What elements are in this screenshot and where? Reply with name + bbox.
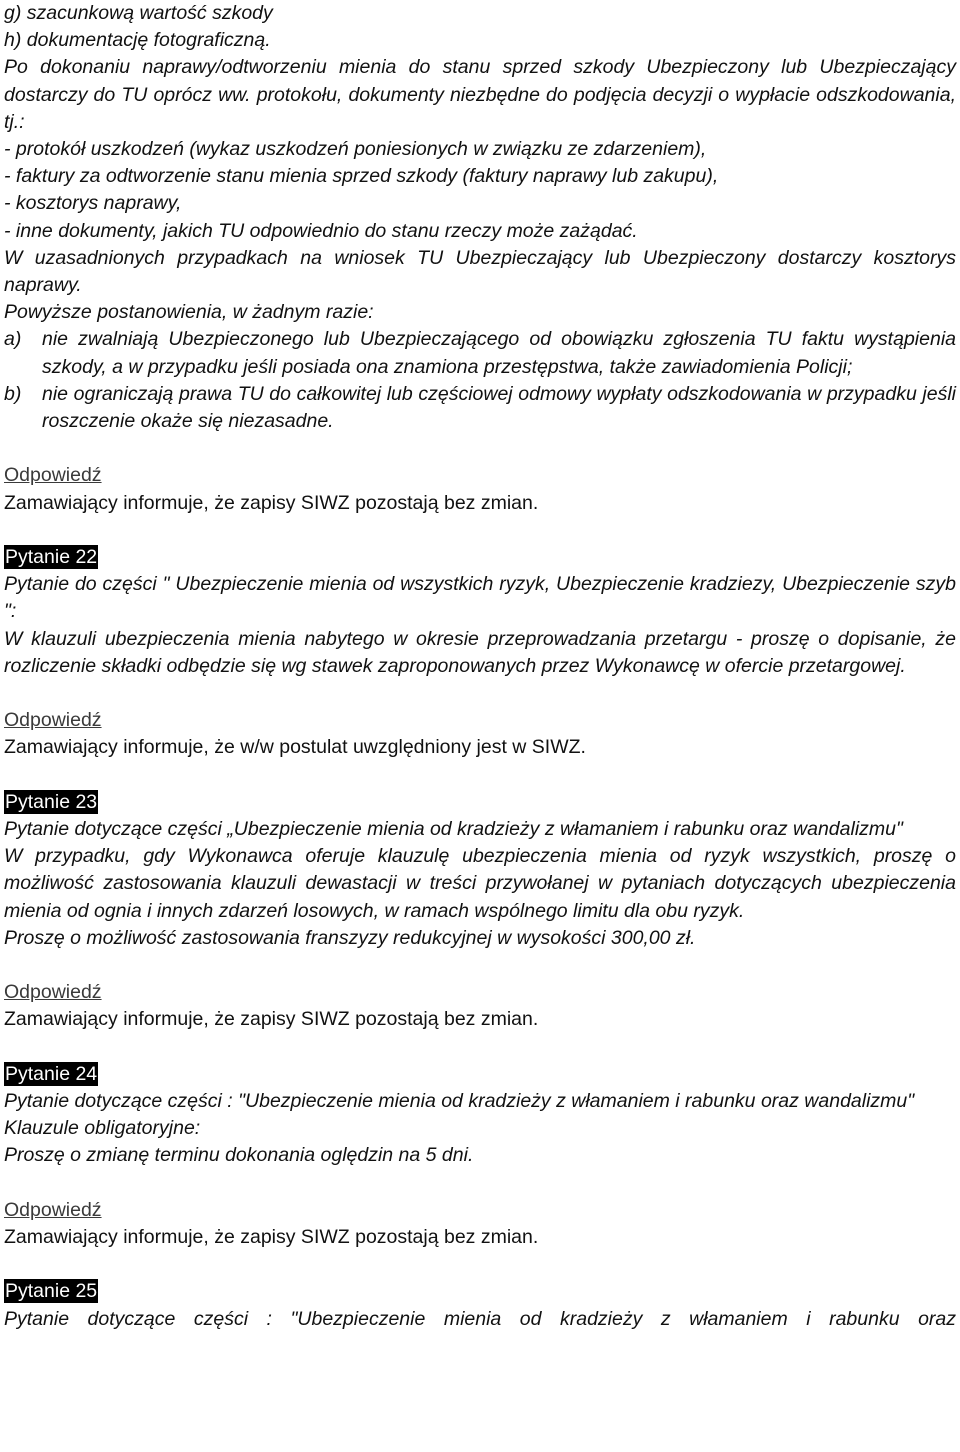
answer-heading-top: Odpowiedź	[4, 464, 102, 487]
question-25-label: Pytanie 25	[5, 1280, 98, 1303]
question-24-label: Pytanie 24	[5, 1062, 98, 1085]
provision-b-marker: b)	[4, 382, 22, 405]
provision-b	[4, 381, 956, 435]
dash-item-invoices: - faktury za odtworzenie stanu mienia sprzed szkody (faktury naprawy lub zakupu),	[4, 165, 719, 188]
question-24-body: Proszę o zmianę terminu dokonania oględzin na 5 dni.	[4, 1144, 474, 1167]
question-23-heading	[4, 789, 956, 816]
provision-a-marker: a)	[4, 328, 22, 351]
paragraph-justified-cases: W uzasadnionych przypadkach na wniosek TU Ubezpieczający lub Ubezpieczony dostarczy kosztorys naprawy.	[4, 246, 956, 297]
question-23-label: Pytanie 23	[5, 790, 98, 813]
question-25-heading	[4, 1278, 956, 1305]
question-24-part: Pytanie dotyczące części : "Ubezpieczenie mienia od kradzieży z włamaniem i rabunku oraz wandalizmu"	[4, 1090, 915, 1113]
list-item-h: h) dokumentację fotograficzną.	[4, 29, 271, 52]
question-22-heading	[4, 544, 956, 571]
provision-a	[4, 326, 956, 380]
question-22-body: W klauzuli ubezpieczenia mienia nabytego w okresie przeprowadzania przetargu - proszę o dopisanie, że rozliczenie składki odbędzie się wg stawek zaproponowanych przez Wykonawcę w ofercie przetargowej.	[4, 627, 956, 677]
answer-text-24: Zamawiający informuje, że zapisy SIWZ pozostają bez zmian.	[4, 1226, 539, 1249]
dash-item-other-docs: - inne dokumenty, jakich TU odpowiednio do stanu rzeczy może zażądać.	[4, 219, 638, 242]
document-page	[4, 0, 956, 1333]
question-22-label: Pytanie 22	[5, 546, 98, 569]
provision-a-text: nie zwalniają Ubezpieczonego lub Ubezpieczającego od obowiązku zgłoszenia TU faktu wystąpienia szkody, a w przypadku jeśli posiada ona znamiona przestępstwa, także zawiadomienia Policji;	[42, 328, 956, 378]
dash-item-estimate: - kosztorys naprawy,	[4, 192, 182, 215]
question-24-heading	[4, 1061, 956, 1088]
question-24-clauses: Klauzule obligatoryjne:	[4, 1117, 201, 1140]
answer-heading-24: Odpowiedź	[4, 1198, 102, 1221]
answer-heading-22: Odpowiedź	[4, 709, 102, 732]
answer-text-22: Zamawiający informuje, że w/w postulat uwzględniony jest w SIWZ.	[4, 736, 586, 759]
question-22-part: Pytanie do części " Ubezpieczenie mienia od wszystkich ryzyk, Ubezpieczenie kradziezy, Ubezpieczenie szyb ":	[4, 573, 956, 623]
question-23-part: Pytanie dotyczące części „Ubezpieczenie mienia od kradzieży z włamaniem i rabunku oraz wandalizmu"	[4, 818, 903, 841]
answer-heading-23: Odpowiedź	[4, 981, 102, 1004]
dash-item-protocol: - protokół uszkodzeń (wykaz uszkodzeń poniesionych w związku ze zdarzeniem),	[4, 138, 707, 161]
question-25-part: Pytanie dotyczące części : "Ubezpieczenie mienia od kradzieży z włamaniem i rabunku oraz	[4, 1307, 956, 1330]
answer-text-23: Zamawiający informuje, że zapisy SIWZ pozostają bez zmian.	[4, 1008, 539, 1031]
provision-b-text: nie ograniczają prawa TU do całkowitej lub częściowej odmowy wypłaty odszkodowania w przypadku jeśli roszczenie okaże się niezasadne.	[42, 382, 956, 433]
paragraph-after-repair: Po dokonaniu naprawy/odtworzeniu mienia do stanu sprzed szkody Ubezpieczony lub Ubezpieczający dostarczy do TU oprócz ww. protokołu, dokumenty niezbędne do podjęcia decyzji o wypłacie odszkodowania, tj.:	[4, 56, 956, 133]
answer-text-top: Zamawiający informuje, że zapisy SIWZ pozostają bez zmian.	[4, 491, 539, 514]
question-23-body-2: Proszę o możliwość zastosowania franszyzy redukcyjnej w wysokości 300,00 zł.	[4, 926, 696, 949]
provisions-intro: Powyższe postanowienia, w żadnym razie:	[4, 301, 374, 324]
question-23-body: W przypadku, gdy Wykonawca oferuje klauzulę ubezpieczenia mienia od ryzyk wszystkich, proszę o możliwość zastosowania klauzuli dewastacji w treści przywołanej w pytaniach dotyczących ubezpieczenia mienia od ognia i innych zdarzeń losowych, w ramach wspólnego limitu dla obu ryzyk.	[4, 845, 956, 922]
list-item-g: g) szacunkową wartość szkody	[4, 2, 273, 24]
